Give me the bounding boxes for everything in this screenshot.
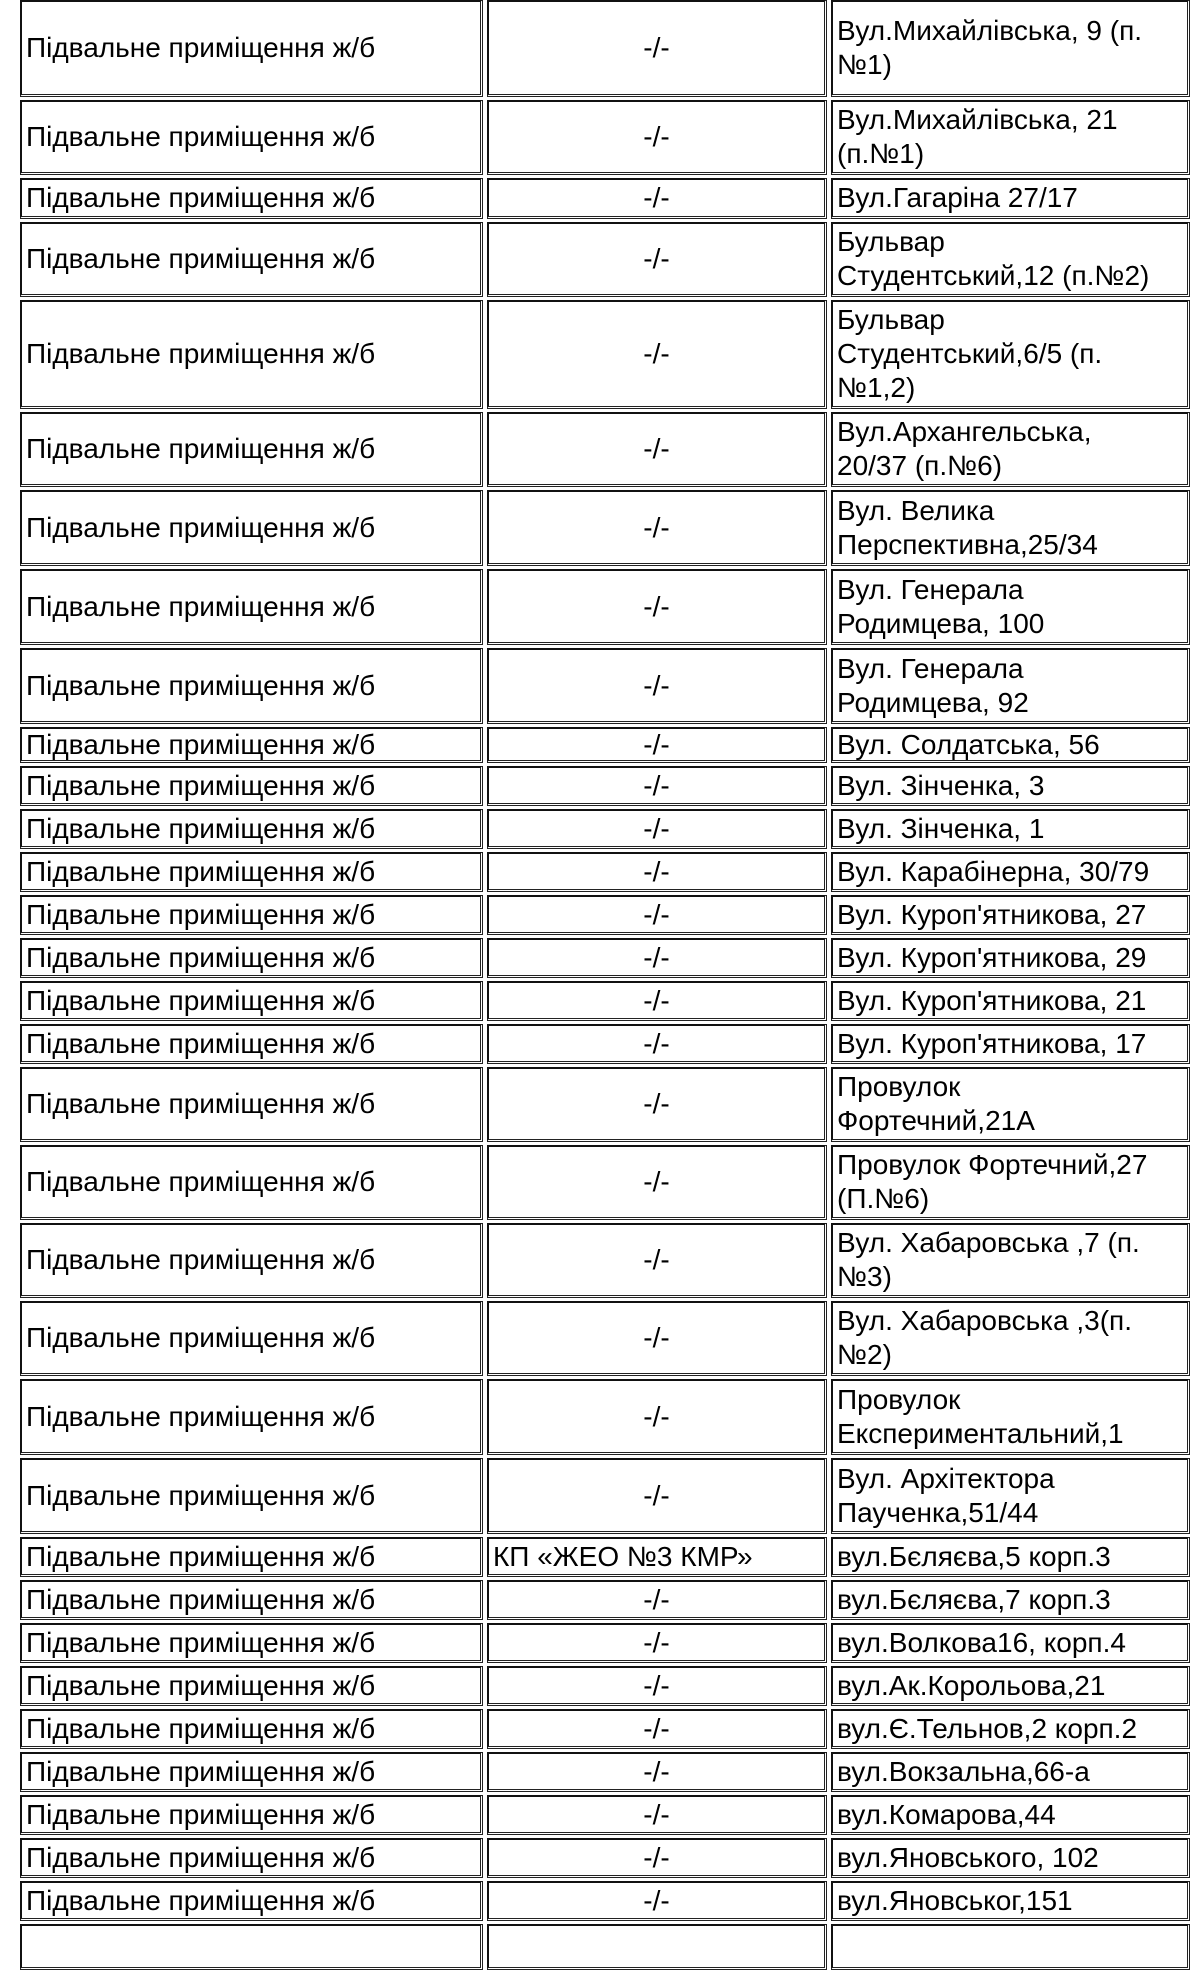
owner-cell: -/-: [487, 1145, 827, 1220]
address-cell: вул.Бєляєва,7 корп.3: [831, 1580, 1190, 1620]
shelter-type-cell: Підвальне приміщення ж/б: [20, 1301, 483, 1376]
owner-cell: -/-: [487, 100, 827, 175]
owner-cell: -/-: [487, 1458, 827, 1534]
table-row: [20, 1709, 1190, 1749]
shelter-type-cell: Підвальне приміщення ж/б: [20, 1623, 483, 1663]
address-cell: Вул. Куроп'ятникова, 21: [831, 981, 1190, 1021]
owner-cell: -/-: [487, 569, 827, 645]
owner-cell: -/-: [487, 1024, 827, 1064]
empty-cell: [487, 1924, 827, 1970]
table-row: [20, 490, 1190, 566]
owner-cell: -/-: [487, 766, 827, 806]
owner-cell: -/-: [487, 895, 827, 935]
owner-cell: -/-: [487, 0, 827, 97]
shelter-type-cell: Підвальне приміщення ж/б: [20, 809, 483, 849]
shelter-type-cell: Підвальне приміщення ж/б: [20, 0, 483, 97]
address-cell: вул.Є.Тельнов,2 корп.2: [831, 1709, 1190, 1749]
table-row: [20, 1752, 1190, 1792]
address-cell: Вул. Генерала Родимцева, 100: [831, 569, 1190, 645]
table-row: [20, 1881, 1190, 1921]
address-cell: Вул. Зінченка, 3: [831, 766, 1190, 806]
owner-cell: -/-: [487, 1580, 827, 1620]
shelter-type-cell: Підвальне приміщення ж/б: [20, 852, 483, 892]
shelter-type-cell: Підвальне приміщення ж/б: [20, 1145, 483, 1220]
table-row: [20, 1838, 1190, 1878]
address-cell: Бульвар Студентський,12 (п.№2): [831, 222, 1190, 297]
address-cell: Вул. Куроп'ятникова, 29: [831, 938, 1190, 978]
address-cell: Вул. Зінченка, 1: [831, 809, 1190, 849]
owner-cell: -/-: [487, 1709, 827, 1749]
shelter-type-cell: Підвальне приміщення ж/б: [20, 895, 483, 935]
owner-cell: -/-: [487, 938, 827, 978]
shelter-type-cell: Підвальне приміщення ж/б: [20, 1752, 483, 1792]
table-row: [20, 178, 1190, 219]
owner-cell: -/-: [487, 1067, 827, 1142]
shelter-type-cell: Підвальне приміщення ж/б: [20, 300, 483, 409]
address-cell: вул.Яновськог,151: [831, 1881, 1190, 1921]
address-cell: Бульвар Студентський,6/5 (п. №1,2): [831, 300, 1190, 409]
empty-cell: [831, 1924, 1190, 1970]
address-cell: Вул. Солдатська, 56: [831, 727, 1190, 763]
shelter-type-cell: Підвальне приміщення ж/б: [20, 100, 483, 175]
address-cell: Вул.Михайлівська, 21 (п.№1): [831, 100, 1190, 175]
shelter-type-cell: Підвальне приміщення ж/б: [20, 981, 483, 1021]
shelter-type-cell: Підвальне приміщення ж/б: [20, 1458, 483, 1534]
address-cell: Провулок Фортечний,27 (П.№6): [831, 1145, 1190, 1220]
shelter-type-cell: Підвальне приміщення ж/б: [20, 222, 483, 297]
address-cell: Вул. Хабаровська ,3(п. №2): [831, 1301, 1190, 1376]
table-row: [20, 1580, 1190, 1620]
table-row-partial: [20, 1924, 1190, 1960]
table-row: [20, 0, 1190, 97]
owner-cell: -/-: [487, 981, 827, 1021]
owner-cell: -/-: [487, 1223, 827, 1298]
address-cell: Вул.Архангельська, 20/37 (п.№6): [831, 412, 1190, 487]
owner-cell: -/-: [487, 809, 827, 849]
empty-cell: [20, 1924, 483, 1970]
table-row: [20, 809, 1190, 849]
shelter-type-cell: Підвальне приміщення ж/б: [20, 412, 483, 487]
shelter-type-cell: Підвальне приміщення ж/б: [20, 766, 483, 806]
address-cell: Вул. Куроп'ятникова, 27: [831, 895, 1190, 935]
address-cell: вул.Ак.Корольова,21: [831, 1666, 1190, 1706]
owner-cell: -/-: [487, 1838, 827, 1878]
table-row: [20, 981, 1190, 1021]
owner-cell: -/-: [487, 727, 827, 763]
owner-cell: -/-: [487, 1795, 827, 1835]
table-row: [20, 569, 1190, 645]
owner-cell: -/-: [487, 1881, 827, 1921]
address-cell: вул.Вокзальна,66-а: [831, 1752, 1190, 1792]
table-row: [20, 1145, 1190, 1220]
owner-cell: -/-: [487, 1666, 827, 1706]
table-row: [20, 1795, 1190, 1835]
table-row: [20, 727, 1190, 763]
address-cell: вул.Яновського, 102: [831, 1838, 1190, 1878]
address-cell: Вул.Гагаріна 27/17: [831, 178, 1190, 219]
address-cell: Вул. Генерала Родимцева, 92: [831, 648, 1190, 724]
table-row: [20, 648, 1190, 724]
table-row: [20, 1623, 1190, 1663]
owner-cell: КП «ЖЕО №3 КМР»: [487, 1537, 827, 1577]
owner-cell: -/-: [487, 412, 827, 487]
address-cell: Провулок Експериментальний,1: [831, 1379, 1190, 1455]
owner-cell: -/-: [487, 1379, 827, 1455]
address-cell: Вул. Архітектора Паученка,51/44: [831, 1458, 1190, 1534]
table-row: [20, 1067, 1190, 1142]
table-row: [20, 1458, 1190, 1534]
shelter-type-cell: Підвальне приміщення ж/б: [20, 178, 483, 219]
address-cell: Вул.Михайлівська, 9 (п. №1): [831, 0, 1190, 97]
table-row: [20, 1024, 1190, 1064]
address-cell: вул.Бєляєва,5 корп.3: [831, 1537, 1190, 1577]
address-cell: Вул. Велика Перспективна,25/34: [831, 490, 1190, 566]
address-cell: Вул. Карабінерна, 30/79: [831, 852, 1190, 892]
table-row: [20, 1537, 1190, 1577]
shelter-type-cell: Підвальне приміщення ж/б: [20, 490, 483, 566]
table-row: [20, 1379, 1190, 1455]
shelter-type-cell: Підвальне приміщення ж/б: [20, 1795, 483, 1835]
table-row: [20, 852, 1190, 892]
owner-cell: -/-: [487, 1623, 827, 1663]
table-row: [20, 100, 1190, 175]
owner-cell: -/-: [487, 648, 827, 724]
shelter-type-cell: Підвальне приміщення ж/б: [20, 727, 483, 763]
owner-cell: -/-: [487, 1301, 827, 1376]
shelter-type-cell: Підвальне приміщення ж/б: [20, 1379, 483, 1455]
table-row: [20, 1223, 1190, 1298]
owner-cell: -/-: [487, 852, 827, 892]
address-cell: вул.Волкова16, корп.4: [831, 1623, 1190, 1663]
owner-cell: -/-: [487, 222, 827, 297]
shelter-type-cell: Підвальне приміщення ж/б: [20, 1580, 483, 1620]
shelter-type-cell: Підвальне приміщення ж/б: [20, 648, 483, 724]
table-row: [20, 412, 1190, 487]
table-row: [20, 300, 1190, 409]
shelter-type-cell: Підвальне приміщення ж/б: [20, 569, 483, 645]
shelter-type-cell: Підвальне приміщення ж/б: [20, 1881, 483, 1921]
table-row: [20, 895, 1190, 935]
shelter-type-cell: Підвальне приміщення ж/б: [20, 1024, 483, 1064]
owner-cell: -/-: [487, 490, 827, 566]
address-cell: вул.Комарова,44: [831, 1795, 1190, 1835]
shelter-type-cell: Підвальне приміщення ж/б: [20, 938, 483, 978]
owner-cell: -/-: [487, 178, 827, 219]
table-row: [20, 766, 1190, 806]
table-row: [20, 1301, 1190, 1376]
owner-cell: -/-: [487, 300, 827, 409]
table-row: [20, 938, 1190, 978]
shelter-type-cell: Підвальне приміщення ж/б: [20, 1537, 483, 1577]
address-cell: Вул. Куроп'ятникова, 17: [831, 1024, 1190, 1064]
table-row: [20, 222, 1190, 297]
address-cell: Вул. Хабаровська ,7 (п. №3): [831, 1223, 1190, 1298]
address-cell: Провулок Фортечний,21А: [831, 1067, 1190, 1142]
owner-cell: -/-: [487, 1752, 827, 1792]
shelter-type-cell: Підвальне приміщення ж/б: [20, 1666, 483, 1706]
shelter-type-cell: Підвальне приміщення ж/б: [20, 1838, 483, 1878]
table-row: [20, 1666, 1190, 1706]
shelter-type-cell: Підвальне приміщення ж/б: [20, 1067, 483, 1142]
shelter-type-cell: Підвальне приміщення ж/б: [20, 1709, 483, 1749]
shelter-type-cell: Підвальне приміщення ж/б: [20, 1223, 483, 1298]
